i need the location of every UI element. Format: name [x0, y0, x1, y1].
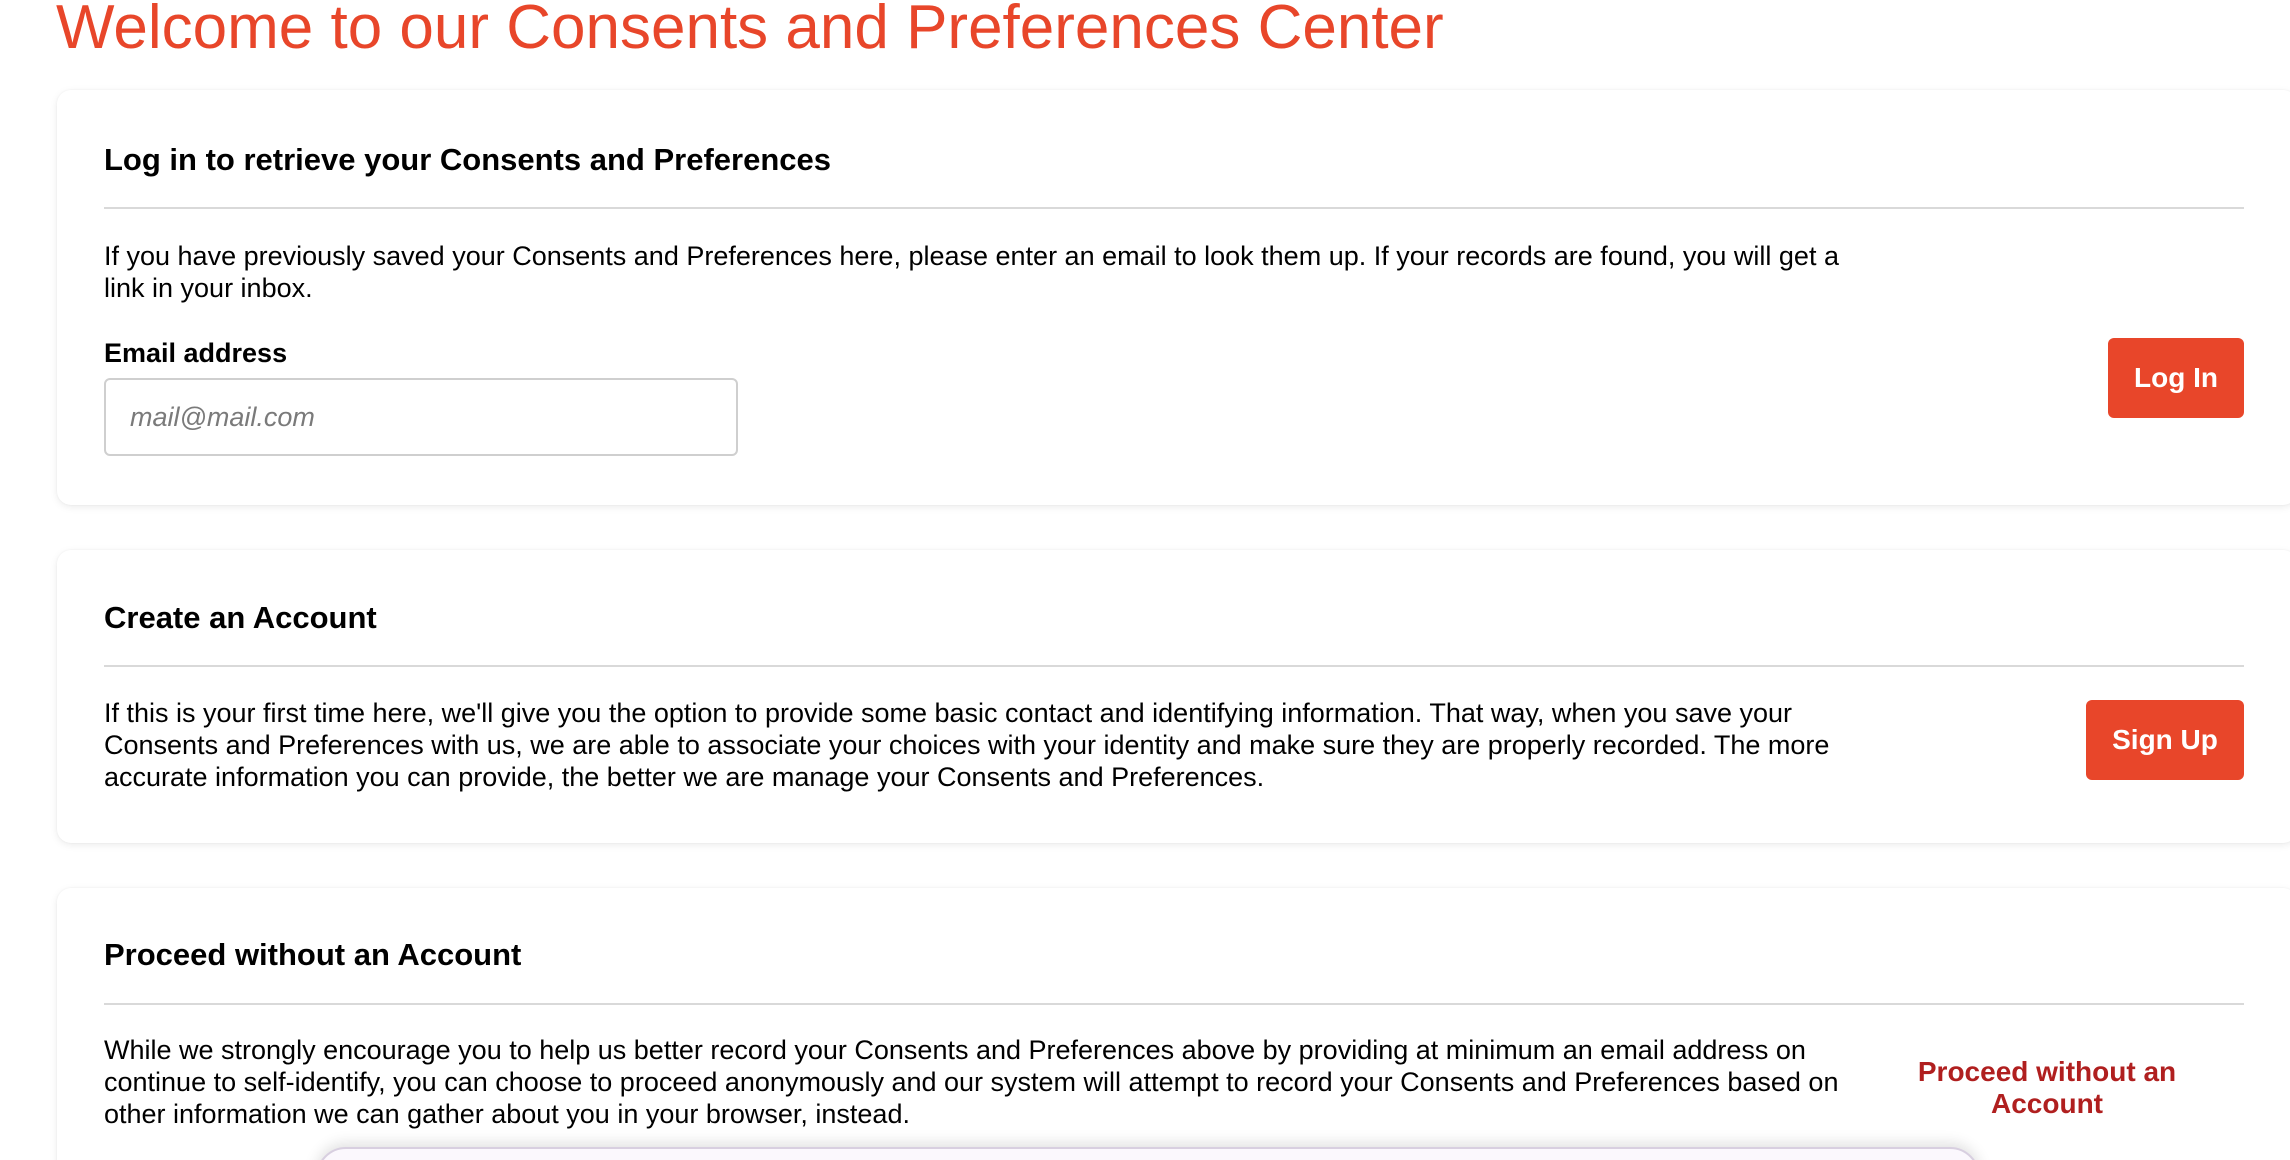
login-card	[57, 90, 2290, 505]
email-input[interactable]	[104, 378, 738, 456]
create-account-divider	[104, 665, 2244, 667]
email-label: Email address	[104, 338, 288, 368]
log-in-button[interactable]: Log In	[2108, 338, 2244, 418]
create-account-heading: Create an Account	[104, 600, 377, 635]
create-account-description: If this is your first time here, we'll give you the option to provide some basic contact and identifying information. That way, when you save your Consents and Preferences with us, we are able to associate your choices with your identity and make sure they are properly recorded. The more accurate information you can provide, the better we are manage your Consents and Preferences.	[104, 698, 1830, 792]
floating-bottom-bar	[316, 1147, 1980, 1160]
login-description: If you have previously saved your Consents and Preferences here, please enter an email to look them up. If your records are found, you will get a link in your inbox.	[104, 241, 1839, 303]
proceed-without-account-link[interactable]: Proceed without an Account	[1897, 1056, 2197, 1120]
login-divider	[104, 207, 2244, 209]
proceed-anonymous-heading: Proceed without an Account	[104, 937, 522, 972]
login-heading: Log in to retrieve your Consents and Preferences	[104, 142, 831, 177]
create-account-card	[57, 550, 2290, 843]
proceed-anonymous-divider	[104, 1003, 2244, 1005]
sign-up-button[interactable]: Sign Up	[2086, 700, 2244, 780]
page-title: Welcome to our Consents and Preferences Center	[56, 0, 1444, 62]
proceed-anonymous-card	[57, 888, 2290, 1160]
proceed-anonymous-description: While we strongly encourage you to help us better record your Consents and Preferences above by providing at minimum an email address on continue to self-identify, you can choose to proceed anonymously and our system will attempt to record your Consents and Preferences based on other information we can gather about you in your browser, instead.	[104, 1035, 1839, 1129]
